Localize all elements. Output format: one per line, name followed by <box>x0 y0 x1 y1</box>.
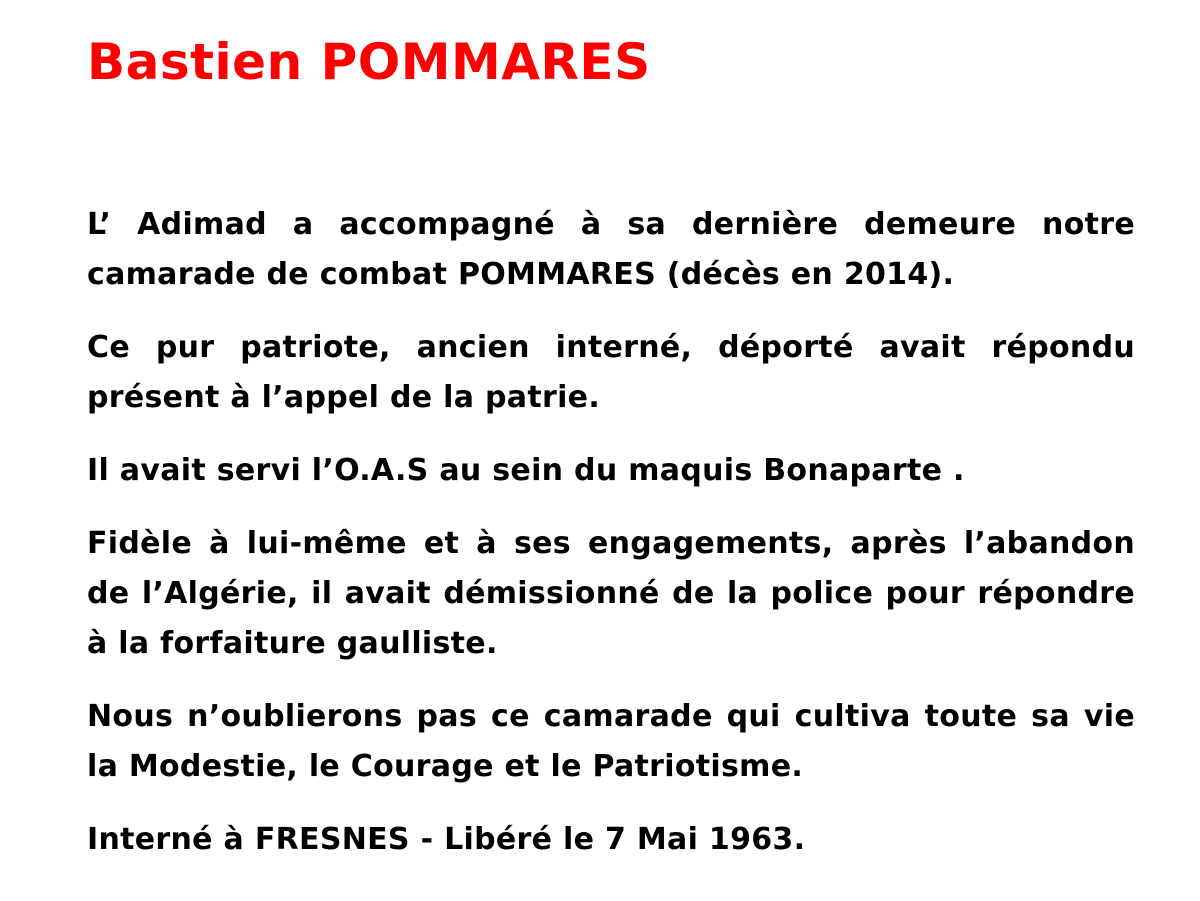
paragraph-remembrance: Nous n’oublierons pas ce camarade qui cultiva toute sa vie la Modestie, le Courage et le Patriotisme. <box>87 699 1135 784</box>
paragraph-funeral: L’ Adimad a accompagné à sa dernière demeure notre camarade de combat POMMARES (décès en 2014). <box>87 207 1135 292</box>
paragraph-internment: Interné à FRESNES - Libéré le 7 Mai 1963. <box>87 822 806 857</box>
paragraph-resignation: Fidèle à lui-même et à ses engagements, après l’abandon de l’Algérie, il avait démissionné de la police pour répondre à la forfaiture gaulliste. <box>87 526 1135 661</box>
paragraph-patriot: Ce pur patriote, ancien interné, déporté avait répondu présent à l’appel de la patrie. <box>87 330 1135 415</box>
paragraph-oas-service: Il avait servi l’O.A.S au sein du maquis Bonaparte . <box>87 453 965 488</box>
document-title: Bastien POMMARES <box>87 33 651 91</box>
document-body <box>87 200 1135 865</box>
